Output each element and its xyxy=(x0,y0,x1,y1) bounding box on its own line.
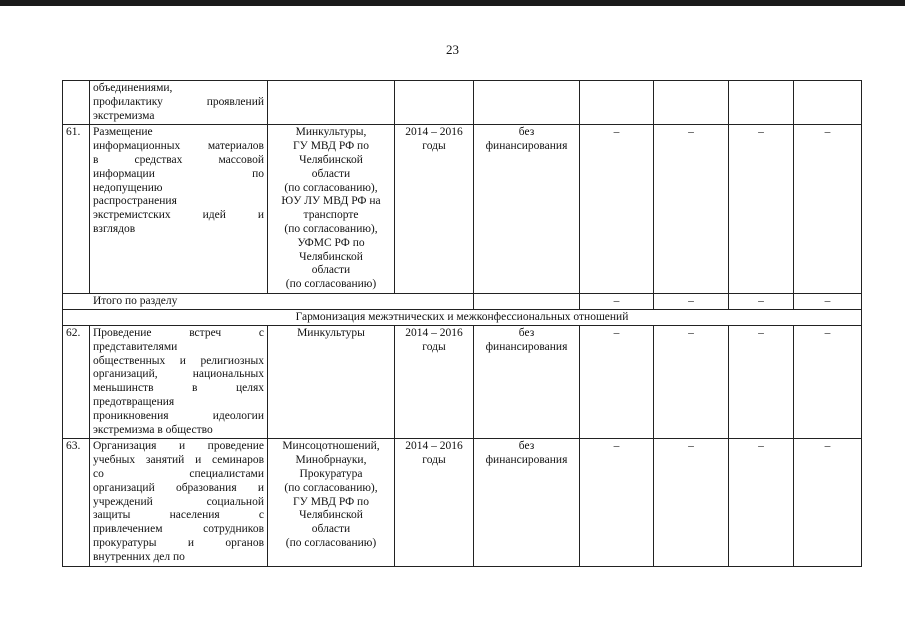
section-total-value: – xyxy=(794,293,862,309)
amount-cell xyxy=(654,81,729,125)
amount-cell: – xyxy=(729,325,794,438)
executor-line: транспорте xyxy=(303,209,359,222)
amount-cell: – xyxy=(580,325,654,438)
financing xyxy=(474,439,580,566)
row-number: 63. xyxy=(63,439,90,566)
table-row xyxy=(63,325,862,438)
measure-name-line: в средствах массовой xyxy=(93,153,264,166)
measure-name-line: экстремизма xyxy=(93,109,155,122)
measure-name-line: привлечением сотрудников xyxy=(93,523,264,536)
amount-cell xyxy=(580,81,654,125)
financing xyxy=(474,325,580,438)
executor-line: Минсоцотношений, xyxy=(282,440,380,453)
measure-name-line: информационных материалов xyxy=(93,140,264,153)
executor-line: Минкультуры xyxy=(297,326,365,339)
table-body-summary xyxy=(63,293,862,325)
section-total-value: – xyxy=(729,293,794,309)
financing-line: без xyxy=(518,326,535,339)
financing-line: без xyxy=(518,440,535,453)
executor-line: области xyxy=(311,523,351,536)
measure-name-line: информации по xyxy=(93,167,264,180)
period-line: годы xyxy=(422,140,446,153)
financing-line: финансирования xyxy=(485,454,568,467)
measure-name-line: предотвращения xyxy=(93,395,175,408)
amount-cell: – xyxy=(654,125,729,294)
section-header-row xyxy=(63,309,862,325)
amount-cell: – xyxy=(654,325,729,438)
executor-line: Челябинской xyxy=(299,509,363,522)
executor-line: ГУ МВД РФ по xyxy=(293,140,369,153)
executor xyxy=(268,125,395,294)
measure-name-line: взглядов xyxy=(93,222,136,235)
period xyxy=(395,125,474,294)
executor-line: Челябинской xyxy=(299,250,363,263)
measure-name-line: объединениями, xyxy=(93,82,173,94)
amount-cell xyxy=(729,81,794,125)
financing-line: финансирования xyxy=(485,140,568,153)
measure-name xyxy=(90,81,268,125)
period-line: годы xyxy=(422,340,446,353)
period-line: 2014 – 2016 xyxy=(405,440,463,453)
executor-line: (по согласованию), xyxy=(284,481,378,494)
measure-name-line: проникновения идеологии xyxy=(93,409,264,422)
executor-line: ЮУ ЛУ МВД РФ на xyxy=(281,195,381,208)
measure-name-line: распространения xyxy=(93,195,177,208)
measure-name-line: организаций образования и xyxy=(93,481,264,494)
executor-line: Прокуратура xyxy=(299,467,363,480)
section-total-value: – xyxy=(580,293,654,309)
period-line: 2014 – 2016 xyxy=(405,326,463,339)
top-border-bar xyxy=(0,0,905,6)
executor-line: ГУ МВД РФ по xyxy=(293,495,369,508)
executor-line: Челябинской xyxy=(299,153,363,166)
amount-cell: – xyxy=(654,439,729,566)
measure-name-line: со специалистами xyxy=(93,467,264,480)
measure-name-line: учебных занятий и семинаров xyxy=(93,454,264,467)
measure-name-line: представителями xyxy=(93,340,178,353)
amount-cell: – xyxy=(794,125,862,294)
amount-cell: – xyxy=(794,325,862,438)
measure-name xyxy=(90,325,268,438)
measure-name-line: меньшинств в целях xyxy=(93,382,264,395)
period-line: годы xyxy=(422,454,446,467)
executor-line: (по согласованию), xyxy=(284,222,378,235)
financing xyxy=(474,125,580,294)
executor-line: (по согласованию), xyxy=(284,181,378,194)
executor xyxy=(268,81,395,125)
section-total-label: Итого по разделу xyxy=(63,293,474,309)
executor xyxy=(268,325,395,438)
measure-name-line: недопущению xyxy=(93,181,163,194)
amount-cell: – xyxy=(580,439,654,566)
amount-cell: – xyxy=(794,439,862,566)
executor-line: области xyxy=(311,264,351,277)
executor-line: области xyxy=(311,167,351,180)
period xyxy=(395,325,474,438)
measure-name-line: общественных и религиозных xyxy=(93,354,264,367)
row-number: 61. xyxy=(63,125,90,294)
measure-name-line: прокуратуры и органов xyxy=(93,536,264,549)
measure-name xyxy=(90,439,268,566)
executor-line: (по согласованию) xyxy=(285,278,377,291)
period xyxy=(395,439,474,566)
executor-line: Минобрнауки, xyxy=(295,454,367,467)
measure-name-line: Организация и проведение xyxy=(93,440,264,453)
row-number xyxy=(63,81,90,125)
measure-name-line: организаций, национальных xyxy=(93,368,264,381)
period xyxy=(395,81,474,125)
measure-name-line: экстремистских идей и xyxy=(93,209,264,222)
amount-cell: – xyxy=(729,125,794,294)
financing xyxy=(474,81,580,125)
amount-cell: – xyxy=(580,125,654,294)
amount-cell xyxy=(794,81,862,125)
period-line: 2014 – 2016 xyxy=(405,126,463,139)
measure-name xyxy=(90,125,268,294)
executor-line: (по согласованию) xyxy=(285,536,377,549)
section-total-row xyxy=(63,293,862,309)
financing-line: финансирования xyxy=(485,340,568,353)
amount-cell: – xyxy=(729,439,794,566)
section-title: Гармонизация межэтнических и межконфессиональных отношений xyxy=(63,309,862,325)
table-row xyxy=(63,125,862,294)
section-total-value: – xyxy=(654,293,729,309)
measures-table xyxy=(62,80,862,567)
measure-name-line: профилактику проявлений xyxy=(93,95,264,108)
measure-name-line: Размещение xyxy=(93,126,153,139)
measure-name-line: защиты населения с xyxy=(93,509,264,522)
executor-line: УФМС РФ по xyxy=(297,236,365,249)
measure-name-line: учреждений социальной xyxy=(93,495,264,508)
financing-line: без xyxy=(518,126,535,139)
table-body-bottom xyxy=(63,325,862,566)
measure-name-line: внутренних дел по xyxy=(93,550,185,563)
table-row xyxy=(63,439,862,566)
measure-name-line: экстремизма в общество xyxy=(93,423,213,436)
executor-line: Минкультуры, xyxy=(295,126,367,139)
page-number: 23 xyxy=(446,42,459,57)
table-row xyxy=(63,81,862,125)
section-total-empty xyxy=(474,293,580,309)
executor xyxy=(268,439,395,566)
row-number: 62. xyxy=(63,325,90,438)
measure-name-line: Проведение встреч с xyxy=(93,326,264,339)
table-body-top xyxy=(63,81,862,294)
